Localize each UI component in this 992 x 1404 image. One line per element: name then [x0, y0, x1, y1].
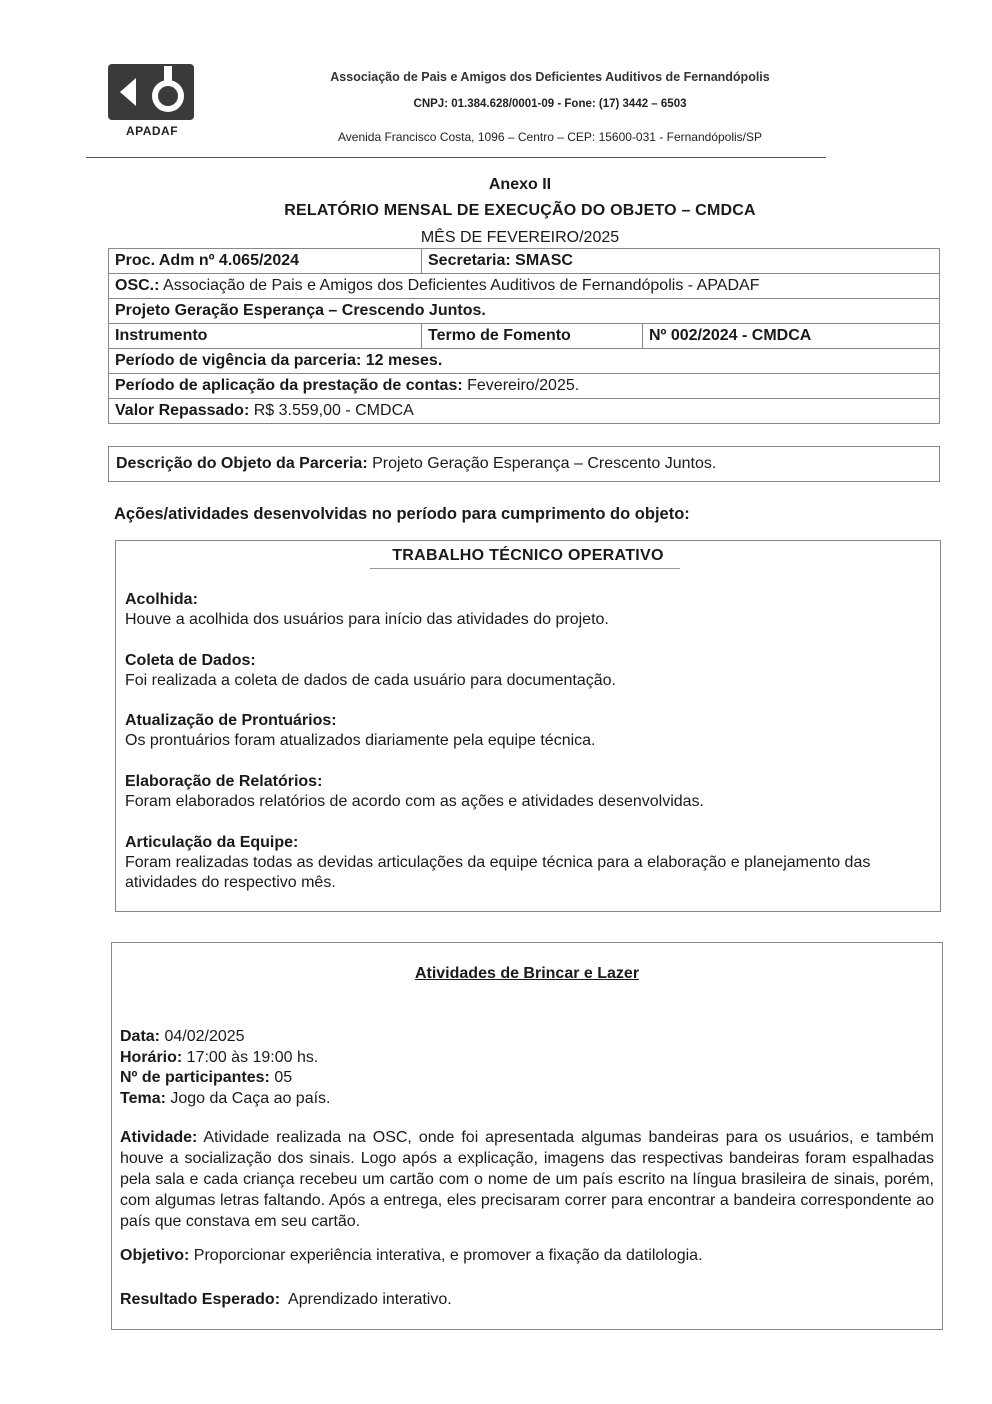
date-label: Data:: [120, 1028, 161, 1045]
table-row: [109, 399, 940, 424]
termo-cell: Termo de Fomento: [422, 324, 643, 349]
participants-value: 05: [269, 1069, 293, 1086]
secretaria-cell: Secretaria: SMASC: [422, 249, 940, 274]
organization-contact: CNPJ: 01.384.628/0001-09 - Fone: (17) 3442 – 6503: [413, 98, 687, 110]
section-acolhida: [125, 590, 925, 630]
objective-text: Proporcionar experiência interativa, e promover a fixação da datilologia.: [189, 1247, 703, 1264]
activity-description: [120, 1127, 934, 1232]
header-divider: [86, 157, 826, 158]
activity-time: [120, 1048, 331, 1069]
activity-date: [120, 1027, 331, 1048]
table-row: [109, 374, 940, 399]
section-heading: Coleta de Dados:: [125, 652, 256, 669]
section-text: Foram realizadas todas as devidas articulações da equipe técnica para a elaboração e planejamento das atividades do respectivo mês.: [125, 854, 871, 891]
technical-work-title: TRABALHO TÉCNICO OPERATIVO: [392, 547, 664, 564]
actions-heading: Ações/atividades desenvolvidas no período para cumprimento do objeto:: [114, 505, 690, 523]
logo-label: APADAF: [125, 124, 179, 138]
aplicacao-value: Fevereiro/2025.: [462, 377, 580, 394]
description-value: Projeto Geração Esperança – Crescento Juntos.: [367, 455, 717, 472]
aplicacao-label: Período de aplicação da prestação de contas:: [115, 377, 463, 394]
table-row: [109, 249, 940, 274]
activity-objective: [120, 1245, 934, 1266]
annex-title: Anexo II: [488, 176, 552, 193]
technical-work-box: [115, 540, 941, 912]
theme-value: Jogo da Caça ao país.: [165, 1089, 331, 1107]
section-text: Foram elaborados relatórios de acordo com as ações e atividades desenvolvidas.: [125, 793, 704, 810]
activity-theme: [120, 1089, 331, 1110]
vigencia-cell: Período de vigência da parceria: 12 meses.: [109, 349, 940, 374]
projeto-cell: Projeto Geração Esperança – Crescendo Juntos.: [109, 299, 940, 324]
participants-label: Nº de participantes:: [120, 1069, 270, 1086]
objective-label: Objetivo:: [120, 1247, 190, 1264]
section-coleta: [125, 651, 925, 691]
table-row: [109, 299, 940, 324]
table-row: [109, 324, 940, 349]
section-text: Foi realizada a coleta de dados de cada usuário para documentação.: [125, 672, 616, 689]
section-text: Os prontuários foram atualizados diariamente pela equipe técnica.: [125, 732, 596, 749]
osc-label: OSC.:: [115, 277, 160, 294]
leisure-activities-title: Atividades de Brincar e Lazer: [414, 965, 640, 982]
organization-address: Avenida Francisco Costa, 1096 – Centro – CEP: 15600-031 - Fernandópolis/SP: [337, 130, 763, 144]
activity-text: Atividade realizada na OSC, onde foi apresentada algumas bandeiras para os usuários, e também houve a socialização dos sinais. Logo após a explicação, imagens das respectivas bandeiras foram espalhadas pela sala e cada criança recebeu um cartão com o nome de um país escrito na língua brasileira de sinais, porém, com algumas letras faltando. Após a entrega, eles precisaram correr para encontrar a bandeira correspondente ao país que constava em seu cartão.: [120, 1129, 934, 1230]
title-divider: [370, 568, 680, 569]
valor-cell: [109, 399, 940, 424]
activity-expected-result: [120, 1289, 934, 1310]
valor-value: R$ 3.559,00 - CMDCA: [249, 402, 414, 419]
result-text: Aprendizado interativo.: [280, 1291, 452, 1308]
section-relatorios: [125, 772, 925, 812]
section-text: Houve a acolhida dos usuários para início das atividades do projeto.: [125, 611, 609, 628]
numero-cell: Nº 002/2024 - CMDCA: [643, 324, 940, 349]
activity-label: Atividade:: [120, 1129, 198, 1146]
section-heading: Articulação da Equipe:: [125, 834, 299, 851]
time-label: Horário:: [120, 1048, 183, 1066]
report-title: RELATÓRIO MENSAL DE EXECUÇÃO DO OBJETO – CMDCA: [284, 202, 756, 219]
osc-cell: [109, 274, 940, 299]
organization-name: Associação de Pais e Amigos dos Deficientes Auditivos de Fernandópolis: [330, 70, 770, 84]
date-value: 04/02/2025: [160, 1028, 245, 1045]
valor-label: Valor Repassado:: [115, 402, 250, 419]
section-heading: Acolhida:: [125, 591, 198, 608]
section-articulacao: [125, 833, 925, 893]
info-table: [108, 248, 940, 424]
time-value: 17:00 às 19:00 hs.: [182, 1048, 319, 1066]
osc-value: Associação de Pais e Amigos dos Deficientes Auditivos de Fernandópolis - APADAF: [159, 277, 760, 294]
activity-participants: [120, 1068, 331, 1089]
report-month: MÊS DE FEVEREIRO/2025: [420, 229, 620, 246]
proc-cell: Proc. Adm nº 4.065/2024: [109, 249, 422, 274]
activity-meta: [120, 1027, 331, 1109]
section-heading: Elaboração de Relatórios:: [125, 773, 323, 790]
aplicacao-cell: [109, 374, 940, 399]
instrumento-cell: Instrumento: [109, 324, 422, 349]
section-prontuarios: [125, 711, 925, 751]
result-label: Resultado Esperado:: [120, 1291, 281, 1308]
description-label: Descrição do Objeto da Parceria:: [116, 455, 368, 472]
section-heading: Atualização de Prontuários:: [125, 712, 337, 729]
theme-label: Tema:: [120, 1089, 166, 1107]
description-box: [108, 446, 940, 482]
leisure-activities-box: [111, 942, 943, 1330]
table-row: [109, 274, 940, 299]
table-row: [109, 349, 940, 374]
